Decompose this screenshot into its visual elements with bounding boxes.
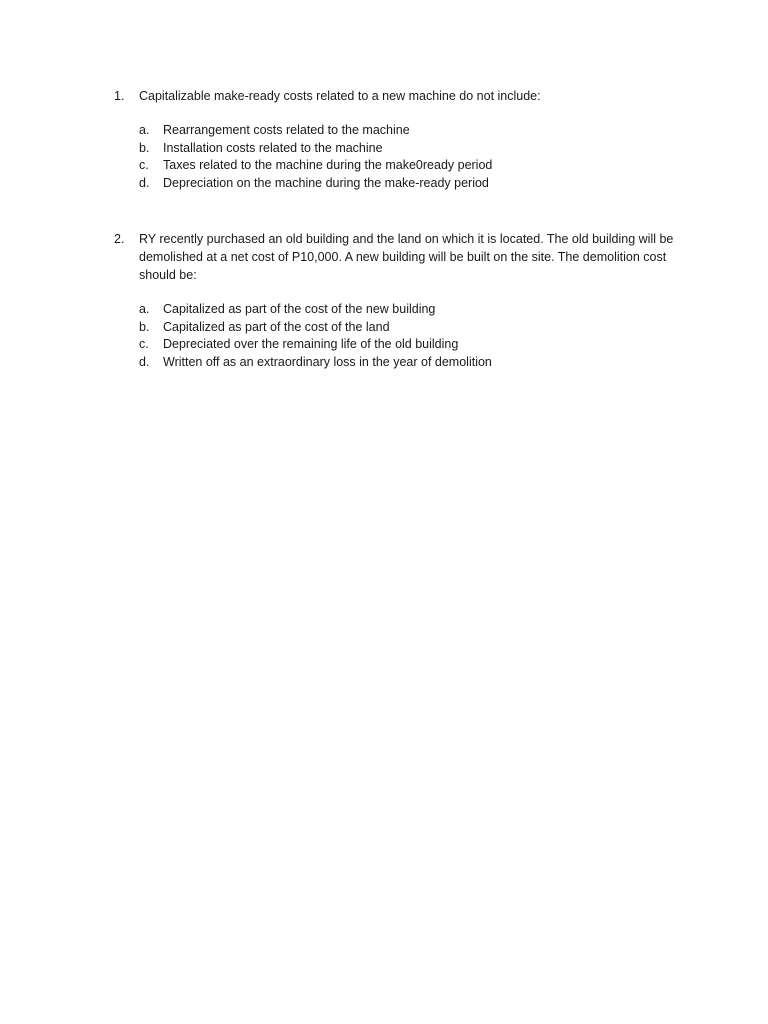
answer-choice [139, 301, 674, 319]
choice-text: Depreciation on the machine during the make-ready period [163, 176, 489, 191]
choice-letter: a. [139, 123, 150, 137]
choice-letter: d. [139, 176, 150, 191]
choice-letter: c. [139, 337, 149, 352]
answer-choice [139, 319, 674, 337]
answer-choices [139, 301, 674, 372]
choice-text: Capitalized as part of the cost of the land [163, 319, 390, 334]
question-1-stem [114, 87, 674, 105]
answer-choice [139, 122, 674, 140]
choice-letter: d. [139, 355, 150, 370]
choice-text: Rearrangement costs related to the machine [163, 123, 410, 137]
answer-choice [139, 140, 674, 158]
question-number: 2. [114, 232, 125, 246]
choice-letter: a. [139, 302, 150, 316]
answer-choice [139, 175, 674, 193]
answer-choices [139, 122, 674, 193]
choice-letter: b. [139, 140, 150, 155]
answer-choice [139, 157, 674, 175]
question-2 [114, 230, 674, 372]
question-text: Capitalizable make-ready costs related to a new machine do not include: [139, 89, 541, 103]
question-number: 1. [114, 89, 125, 103]
question-text: RY recently purchased an old building and the land on which it is located. The old building will be demolished at a net cost of P10,000. A new building will be built on the site. The demolition cost should be: [139, 232, 674, 282]
choice-text: Depreciated over the remaining life of the old building [163, 337, 459, 352]
question-1 [114, 87, 674, 193]
choice-text: Written off as an extraordinary loss in the year of demolition [163, 355, 492, 370]
choice-letter: c. [139, 158, 149, 173]
choice-text: Taxes related to the machine during the make0ready period [163, 158, 493, 173]
answer-choice [139, 354, 674, 372]
question-2-stem [114, 230, 674, 284]
choice-letter: b. [139, 319, 150, 334]
choice-text: Capitalized as part of the cost of the new building [163, 302, 436, 316]
choice-text: Installation costs related to the machine [163, 140, 383, 155]
answer-choice [139, 336, 674, 354]
